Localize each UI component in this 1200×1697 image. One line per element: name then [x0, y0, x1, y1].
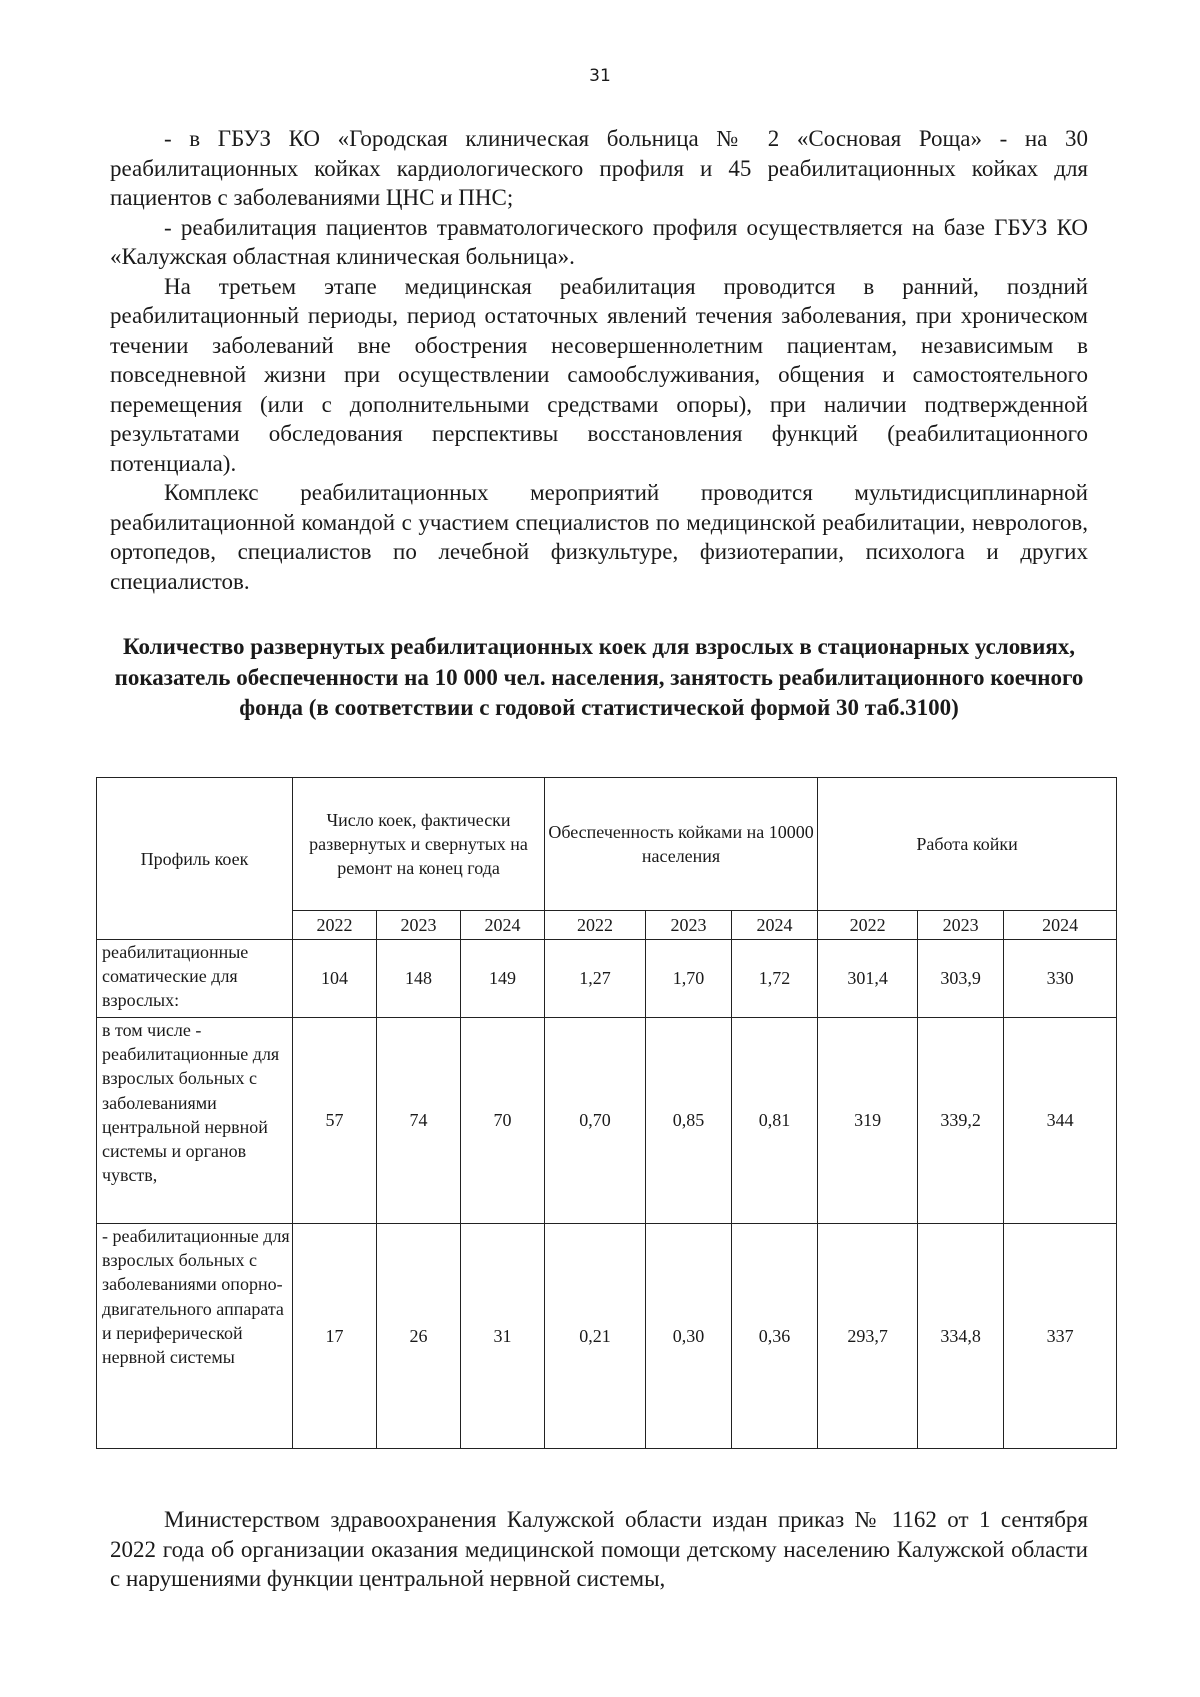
year-header: 2022 — [545, 911, 646, 940]
paragraph-ministry-order: Министерством здравоохранения Калужской области издан приказ № 1162 от 1 сентября 2022 года об организации оказания медицинской помощи детскому населению Калужской области с нарушениями функции центральной нервной системы, — [110, 1507, 1088, 1591]
year-header: 2023 — [918, 911, 1004, 940]
year-header: 2024 — [732, 911, 818, 940]
paragraph-trauma-rehab: - реабилитация пациентов травматологического профиля осуществляется на базе ГБУЗ КО «Калужская областная клиническая больница». — [110, 214, 1088, 269]
table-cell: 293,7 — [818, 1224, 918, 1449]
table-title: Количество развернутых реабилитационных коек для взрослых в стационарных условиях, показатель обеспеченности на 10 000 чел. населения, занятость реабилитационного коечного фонда (в соответствии с годовой статистической формой 30 таб.3100) — [114, 634, 1084, 720]
table-cell: 344 — [1004, 1018, 1117, 1224]
table-cell: 70 — [461, 1018, 545, 1224]
table-cell: 0,30 — [646, 1224, 732, 1449]
table-cell: 104 — [293, 940, 377, 1018]
row-profile: в том числе - реабилитационные для взрослых больных с заболеваниями центральной нервной системы и органов чувств, — [97, 1018, 293, 1224]
table-cell: 149 — [461, 940, 545, 1018]
table-cell: 0,85 — [646, 1018, 732, 1224]
year-header: 2023 — [377, 911, 461, 940]
header-profile: Профиль коек — [97, 778, 293, 940]
table-cell: 0,81 — [732, 1018, 818, 1224]
header-bed-count: Число коек, фактически развернутых и свернутых на ремонт на конец года — [293, 778, 545, 911]
table-cell: 337 — [1004, 1224, 1117, 1449]
table-cell: 74 — [377, 1018, 461, 1224]
rehab-beds-table — [96, 777, 1117, 1449]
year-header: 2024 — [1004, 911, 1117, 940]
table-cell: 17 — [293, 1224, 377, 1449]
year-header: 2022 — [818, 911, 918, 940]
table-cell: 1,72 — [732, 940, 818, 1018]
table-row — [97, 1224, 1117, 1449]
table-cell: 0,70 — [545, 1018, 646, 1224]
paragraph-third-stage: На третьем этапе медицинская реабилитация проводится в ранний, поздний реабилитационный периоды, период остаточных явлений течения заболевания, при хроническом течении заболеваний вне обострения несовершеннолетним пациентам, независимым в повседневной жизни при осуществлении самообслуживания, общения и самостоятельного перемещения (или с дополнительными средствами опоры), при наличии подтвержденной результатами обследования перспективы восстановления функций (реабилитационного потенциала). — [110, 273, 1088, 476]
year-header: 2024 — [461, 911, 545, 940]
header-bed-provision: Обеспеченность койками на 10000 населения — [545, 778, 818, 911]
table-header-row — [97, 778, 1117, 911]
table-cell: 319 — [818, 1018, 918, 1224]
table-cell: 148 — [377, 940, 461, 1018]
table-cell: 330 — [1004, 940, 1117, 1018]
paragraph-rehab-team: Комплекс реабилитационных мероприятий проводится мультидисциплинарной реабилитационной командой с участием специалистов по медицинской реабилитации, неврологов, ортопедов, специалистов по лечебной физкультуре, физиотерапии, психолога и других специалистов. — [110, 480, 1088, 594]
table-cell: 57 — [293, 1018, 377, 1224]
table-cell: 0,21 — [545, 1224, 646, 1449]
table-cell: 339,2 — [918, 1018, 1004, 1224]
row-profile: - реабилитационные для взрослых больных с заболеваниями опорно-двигательного аппарата и периферической нервной системы — [97, 1224, 293, 1449]
table-cell: 1,27 — [545, 940, 646, 1018]
year-header: 2023 — [646, 911, 732, 940]
header-bed-work: Работа койки — [818, 778, 1117, 911]
table-cell: 301,4 — [818, 940, 918, 1018]
year-header: 2022 — [293, 911, 377, 940]
page-number: 31 — [589, 66, 611, 86]
table-cell: 334,8 — [918, 1224, 1004, 1449]
body-text-bottom — [110, 1505, 1088, 1594]
table-cell: 303,9 — [918, 940, 1004, 1018]
row-profile: реабилитационные соматические для взрослых: — [97, 940, 293, 1018]
table-cell: 0,36 — [732, 1224, 818, 1449]
table-cell: 26 — [377, 1224, 461, 1449]
body-text-top — [110, 124, 1088, 596]
table-cell: 31 — [461, 1224, 545, 1449]
table-cell: 1,70 — [646, 940, 732, 1018]
table-row — [97, 1018, 1117, 1224]
paragraph-hospital-2: - в ГБУЗ КО «Городская клиническая больница № 2 «Сосновая Роща» - на 30 реабилитационных койках кардиологического профиля и 45 реабилитационных койках для пациентов с заболеваниями ЦНС и ПНС; — [110, 126, 1088, 210]
table-row — [97, 940, 1117, 1018]
